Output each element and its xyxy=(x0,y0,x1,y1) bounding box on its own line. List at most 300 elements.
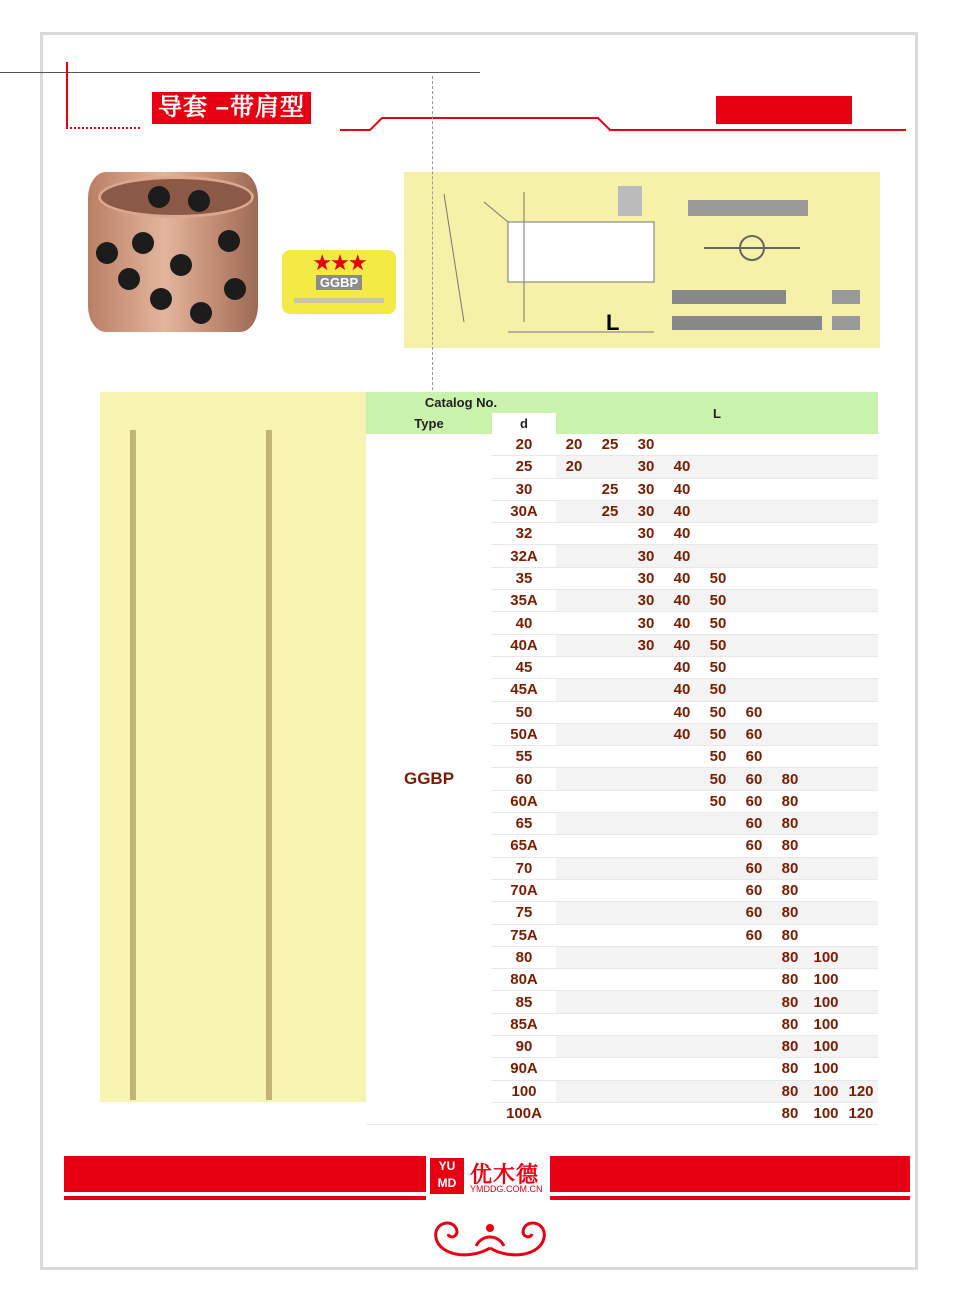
l-cell xyxy=(808,523,844,545)
l-cell xyxy=(700,1013,736,1035)
l-cell xyxy=(700,1058,736,1080)
d-cell: 45A xyxy=(492,679,556,701)
l-cell xyxy=(592,723,628,745)
l-cell xyxy=(592,790,628,812)
l-cell: 30 xyxy=(628,500,664,522)
l-cell xyxy=(808,879,844,901)
l-cell xyxy=(808,813,844,835)
l-cell xyxy=(772,656,808,678)
l-cell xyxy=(556,701,592,723)
l-cell xyxy=(628,723,664,745)
footer-stripe-left xyxy=(64,1196,426,1200)
l-cell: 80 xyxy=(772,857,808,879)
footer-bar-left xyxy=(64,1156,426,1192)
l-cell xyxy=(844,857,878,879)
l-cell: 80 xyxy=(772,1102,808,1124)
l-cell xyxy=(592,1058,628,1080)
l-cell: 25 xyxy=(592,500,628,522)
l-cell: 50 xyxy=(700,590,736,612)
l-cell xyxy=(808,612,844,634)
l-cell xyxy=(844,1013,878,1035)
d-cell: 25 xyxy=(492,456,556,478)
l-cell xyxy=(592,902,628,924)
l-cell: 100 xyxy=(808,991,844,1013)
l-cell xyxy=(628,1036,664,1058)
l-cell xyxy=(736,456,772,478)
l-cell xyxy=(772,723,808,745)
l-cell: 60 xyxy=(736,723,772,745)
l-cell: 80 xyxy=(772,1036,808,1058)
l-cell: 25 xyxy=(592,478,628,500)
l-cell xyxy=(556,835,592,857)
d-cell: 30 xyxy=(492,478,556,500)
l-cell xyxy=(772,456,808,478)
l-cell: 120 xyxy=(844,1102,878,1124)
l-cell: 40 xyxy=(664,590,700,612)
l-cell: 60 xyxy=(736,924,772,946)
spec-column-line xyxy=(266,430,272,1100)
l-cell xyxy=(592,946,628,968)
l-cell: 80 xyxy=(772,768,808,790)
d-cell: 65 xyxy=(492,813,556,835)
l-cell xyxy=(700,991,736,1013)
l-cell xyxy=(664,1080,700,1102)
d-cell: 85A xyxy=(492,1013,556,1035)
l-cell xyxy=(700,1036,736,1058)
l-cell xyxy=(844,991,878,1013)
l-cell xyxy=(700,902,736,924)
l-cell xyxy=(556,991,592,1013)
l-cell xyxy=(592,1080,628,1102)
l-cell xyxy=(808,434,844,456)
l-cell xyxy=(844,656,878,678)
l-cell: 50 xyxy=(700,656,736,678)
l-cell xyxy=(772,567,808,589)
l-cell xyxy=(628,857,664,879)
l-cell xyxy=(736,500,772,522)
l-cell xyxy=(808,701,844,723)
l-cell xyxy=(844,1036,878,1058)
l-cell xyxy=(736,1102,772,1124)
l-cell xyxy=(556,969,592,991)
l-cell xyxy=(592,1013,628,1035)
l-cell: 60 xyxy=(736,790,772,812)
l-cell: 50 xyxy=(700,746,736,768)
l-cell: 60 xyxy=(736,701,772,723)
l-cell xyxy=(664,1102,700,1124)
l-cell xyxy=(808,924,844,946)
l-cell xyxy=(628,746,664,768)
l-cell xyxy=(808,746,844,768)
l-cell xyxy=(664,835,700,857)
l-cell xyxy=(736,1036,772,1058)
d-cell: 40A xyxy=(492,634,556,656)
header-type: Type xyxy=(366,413,492,434)
d-cell: 45 xyxy=(492,656,556,678)
l-cell xyxy=(664,1036,700,1058)
product-photo xyxy=(88,172,258,332)
l-cell: 100 xyxy=(808,1036,844,1058)
l-cell xyxy=(844,835,878,857)
l-cell xyxy=(772,701,808,723)
brand-name: 优木德 xyxy=(470,1162,540,1187)
l-cell xyxy=(664,768,700,790)
l-cell xyxy=(736,612,772,634)
l-cell xyxy=(844,612,878,634)
l-cell xyxy=(844,1058,878,1080)
l-cell: 80 xyxy=(772,902,808,924)
l-cell xyxy=(844,679,878,701)
l-cell xyxy=(700,946,736,968)
l-cell xyxy=(664,746,700,768)
l-cell xyxy=(664,969,700,991)
l-cell xyxy=(736,590,772,612)
header-L: L xyxy=(556,392,878,434)
l-cell xyxy=(592,679,628,701)
d-cell: 50A xyxy=(492,723,556,745)
l-cell xyxy=(592,835,628,857)
l-cell xyxy=(844,634,878,656)
type-cell: GGBP xyxy=(366,434,492,1125)
d-cell: 60 xyxy=(492,768,556,790)
d-cell: 80 xyxy=(492,946,556,968)
l-cell xyxy=(736,656,772,678)
l-cell xyxy=(556,857,592,879)
l-cell xyxy=(592,879,628,901)
ornament-icon xyxy=(430,1208,550,1262)
l-cell: 80 xyxy=(772,946,808,968)
l-cell xyxy=(736,567,772,589)
l-cell: 60 xyxy=(736,902,772,924)
l-cell xyxy=(628,1080,664,1102)
d-cell: 90 xyxy=(492,1036,556,1058)
brand-logo xyxy=(430,1158,548,1198)
l-cell xyxy=(700,456,736,478)
l-cell xyxy=(556,746,592,768)
l-cell: 20 xyxy=(556,434,592,456)
technical-drawing xyxy=(404,172,880,348)
d-cell: 70A xyxy=(492,879,556,901)
l-cell xyxy=(628,946,664,968)
l-cell xyxy=(844,723,878,745)
l-cell xyxy=(628,835,664,857)
l-cell: 50 xyxy=(700,567,736,589)
l-cell: 40 xyxy=(664,612,700,634)
l-cell xyxy=(808,768,844,790)
brand-url: YMDDG.COM.CN xyxy=(470,1184,543,1194)
l-cell: 100 xyxy=(808,1102,844,1124)
l-cell xyxy=(556,1058,592,1080)
l-cell xyxy=(808,590,844,612)
l-cell xyxy=(736,1058,772,1080)
d-cell: 55 xyxy=(492,746,556,768)
l-cell: 60 xyxy=(736,835,772,857)
l-cell xyxy=(844,946,878,968)
l-cell xyxy=(556,656,592,678)
l-cell: 40 xyxy=(664,656,700,678)
l-cell: 30 xyxy=(628,567,664,589)
l-cell xyxy=(592,545,628,567)
l-cell xyxy=(628,924,664,946)
l-cell xyxy=(772,634,808,656)
l-cell xyxy=(808,456,844,478)
d-cell: 80A xyxy=(492,969,556,991)
l-cell xyxy=(808,679,844,701)
d-cell: 70 xyxy=(492,857,556,879)
l-cell xyxy=(556,1013,592,1035)
l-cell xyxy=(700,1102,736,1124)
l-cell xyxy=(628,790,664,812)
l-cell xyxy=(844,701,878,723)
l-cell xyxy=(844,790,878,812)
l-cell: 50 xyxy=(700,612,736,634)
drawing-dimension-label: L xyxy=(606,310,620,335)
l-cell: 60 xyxy=(736,857,772,879)
l-cell xyxy=(772,478,808,500)
l-cell xyxy=(772,523,808,545)
l-cell: 40 xyxy=(664,634,700,656)
l-cell xyxy=(736,634,772,656)
l-cell: 80 xyxy=(772,1013,808,1035)
l-cell: 80 xyxy=(772,1058,808,1080)
l-cell xyxy=(736,679,772,701)
l-cell: 60 xyxy=(736,879,772,901)
l-cell xyxy=(628,879,664,901)
l-cell: 50 xyxy=(700,679,736,701)
l-cell xyxy=(844,500,878,522)
d-cell: 85 xyxy=(492,991,556,1013)
l-cell: 30 xyxy=(628,456,664,478)
d-cell: 100A xyxy=(492,1102,556,1124)
l-cell xyxy=(556,723,592,745)
l-cell xyxy=(556,545,592,567)
l-cell: 60 xyxy=(736,768,772,790)
l-cell: 80 xyxy=(772,924,808,946)
l-cell xyxy=(628,679,664,701)
l-cell xyxy=(700,813,736,835)
l-cell xyxy=(844,545,878,567)
footer-bar-right xyxy=(550,1156,910,1192)
badge-code: GGBP xyxy=(316,275,362,290)
l-cell xyxy=(592,523,628,545)
l-cell xyxy=(556,500,592,522)
l-cell xyxy=(664,924,700,946)
l-cell xyxy=(808,790,844,812)
l-cell: 25 xyxy=(592,434,628,456)
drawing-sketch xyxy=(404,172,880,348)
l-cell xyxy=(808,634,844,656)
l-cell: 80 xyxy=(772,879,808,901)
page-title: 导套 –带肩型 xyxy=(152,92,311,124)
l-cell xyxy=(772,434,808,456)
l-cell xyxy=(844,768,878,790)
d-cell: 30A xyxy=(492,500,556,522)
l-cell xyxy=(736,1013,772,1035)
l-cell xyxy=(592,656,628,678)
l-cell xyxy=(772,590,808,612)
l-cell xyxy=(628,768,664,790)
l-cell: 40 xyxy=(664,478,700,500)
l-cell: 80 xyxy=(772,790,808,812)
l-cell xyxy=(700,500,736,522)
l-cell: 20 xyxy=(556,456,592,478)
l-cell: 50 xyxy=(700,701,736,723)
footer-stripe-right xyxy=(550,1196,910,1200)
l-cell xyxy=(592,857,628,879)
l-cell: 40 xyxy=(664,701,700,723)
l-cell xyxy=(592,1102,628,1124)
l-cell xyxy=(664,991,700,1013)
l-cell xyxy=(700,924,736,946)
l-cell xyxy=(628,656,664,678)
l-cell xyxy=(736,991,772,1013)
header-top-rule xyxy=(0,72,480,73)
l-cell xyxy=(772,545,808,567)
l-cell xyxy=(628,1013,664,1035)
l-cell xyxy=(808,902,844,924)
d-cell: 75 xyxy=(492,902,556,924)
l-cell xyxy=(556,790,592,812)
l-cell: 50 xyxy=(700,634,736,656)
l-cell xyxy=(556,1102,592,1124)
l-cell xyxy=(592,768,628,790)
d-cell: 90A xyxy=(492,1058,556,1080)
l-cell: 30 xyxy=(628,523,664,545)
l-cell xyxy=(736,523,772,545)
l-cell xyxy=(736,1080,772,1102)
l-cell xyxy=(808,478,844,500)
d-cell: 32 xyxy=(492,523,556,545)
l-cell: 30 xyxy=(628,478,664,500)
l-cell xyxy=(664,790,700,812)
l-cell xyxy=(808,545,844,567)
l-cell: 100 xyxy=(808,1013,844,1035)
l-cell xyxy=(844,902,878,924)
l-cell xyxy=(808,723,844,745)
l-cell: 30 xyxy=(628,545,664,567)
l-cell: 40 xyxy=(664,545,700,567)
l-cell xyxy=(664,946,700,968)
rating-badge xyxy=(282,250,396,314)
l-cell xyxy=(628,969,664,991)
l-cell xyxy=(844,523,878,545)
l-cell xyxy=(628,991,664,1013)
l-cell: 30 xyxy=(628,634,664,656)
l-cell xyxy=(592,634,628,656)
l-cell xyxy=(556,1036,592,1058)
l-cell: 80 xyxy=(772,813,808,835)
d-cell: 35 xyxy=(492,567,556,589)
l-cell: 80 xyxy=(772,991,808,1013)
d-cell: 65A xyxy=(492,835,556,857)
header-dotted-rule xyxy=(66,127,140,131)
l-cell xyxy=(700,434,736,456)
l-cell xyxy=(556,1080,592,1102)
l-cell: 50 xyxy=(700,768,736,790)
l-cell xyxy=(808,500,844,522)
l-cell xyxy=(556,768,592,790)
l-cell xyxy=(844,567,878,589)
l-cell xyxy=(592,612,628,634)
l-cell xyxy=(664,1058,700,1080)
l-cell xyxy=(592,1036,628,1058)
l-cell: 50 xyxy=(700,790,736,812)
l-cell xyxy=(556,634,592,656)
l-cell xyxy=(556,567,592,589)
l-cell xyxy=(772,679,808,701)
l-cell xyxy=(592,991,628,1013)
l-cell xyxy=(628,1102,664,1124)
table-header-row xyxy=(366,392,878,413)
l-cell xyxy=(700,1080,736,1102)
l-cell xyxy=(556,590,592,612)
l-cell xyxy=(592,746,628,768)
l-cell xyxy=(556,478,592,500)
l-cell xyxy=(556,813,592,835)
l-cell xyxy=(844,813,878,835)
l-cell: 60 xyxy=(736,813,772,835)
header-catalog: Catalog No. xyxy=(366,392,556,413)
l-cell xyxy=(844,456,878,478)
l-cell: 100 xyxy=(808,1058,844,1080)
l-cell: 40 xyxy=(664,567,700,589)
l-cell xyxy=(736,434,772,456)
table-row xyxy=(366,434,878,456)
l-cell xyxy=(700,879,736,901)
header-red-block xyxy=(716,96,852,124)
l-cell xyxy=(700,523,736,545)
l-cell xyxy=(700,835,736,857)
l-cell: 60 xyxy=(736,746,772,768)
l-cell xyxy=(664,857,700,879)
d-cell: 40 xyxy=(492,612,556,634)
l-cell xyxy=(664,1013,700,1035)
l-cell: 80 xyxy=(772,969,808,991)
spec-column-line xyxy=(130,430,136,1100)
d-cell: 100 xyxy=(492,1080,556,1102)
l-cell xyxy=(592,924,628,946)
d-cell: 32A xyxy=(492,545,556,567)
l-cell xyxy=(736,969,772,991)
l-cell: 30 xyxy=(628,434,664,456)
l-cell xyxy=(700,478,736,500)
l-cell xyxy=(664,879,700,901)
d-cell: 75A xyxy=(492,924,556,946)
l-cell: 100 xyxy=(808,1080,844,1102)
l-cell xyxy=(844,924,878,946)
l-cell xyxy=(628,813,664,835)
star-rating-icon: ★★★ xyxy=(312,250,366,275)
l-cell xyxy=(556,679,592,701)
l-cell xyxy=(628,1058,664,1080)
l-cell: 100 xyxy=(808,969,844,991)
l-cell: 40 xyxy=(664,723,700,745)
logo-mark: YU MD xyxy=(430,1158,464,1194)
l-cell xyxy=(844,746,878,768)
l-cell xyxy=(772,746,808,768)
l-cell xyxy=(844,590,878,612)
l-cell: 100 xyxy=(808,946,844,968)
l-cell xyxy=(664,434,700,456)
l-cell: 40 xyxy=(664,500,700,522)
l-cell xyxy=(844,478,878,500)
l-cell xyxy=(808,656,844,678)
l-cell xyxy=(700,969,736,991)
l-cell xyxy=(628,902,664,924)
d-cell: 60A xyxy=(492,790,556,812)
l-cell: 30 xyxy=(628,590,664,612)
l-cell xyxy=(556,879,592,901)
